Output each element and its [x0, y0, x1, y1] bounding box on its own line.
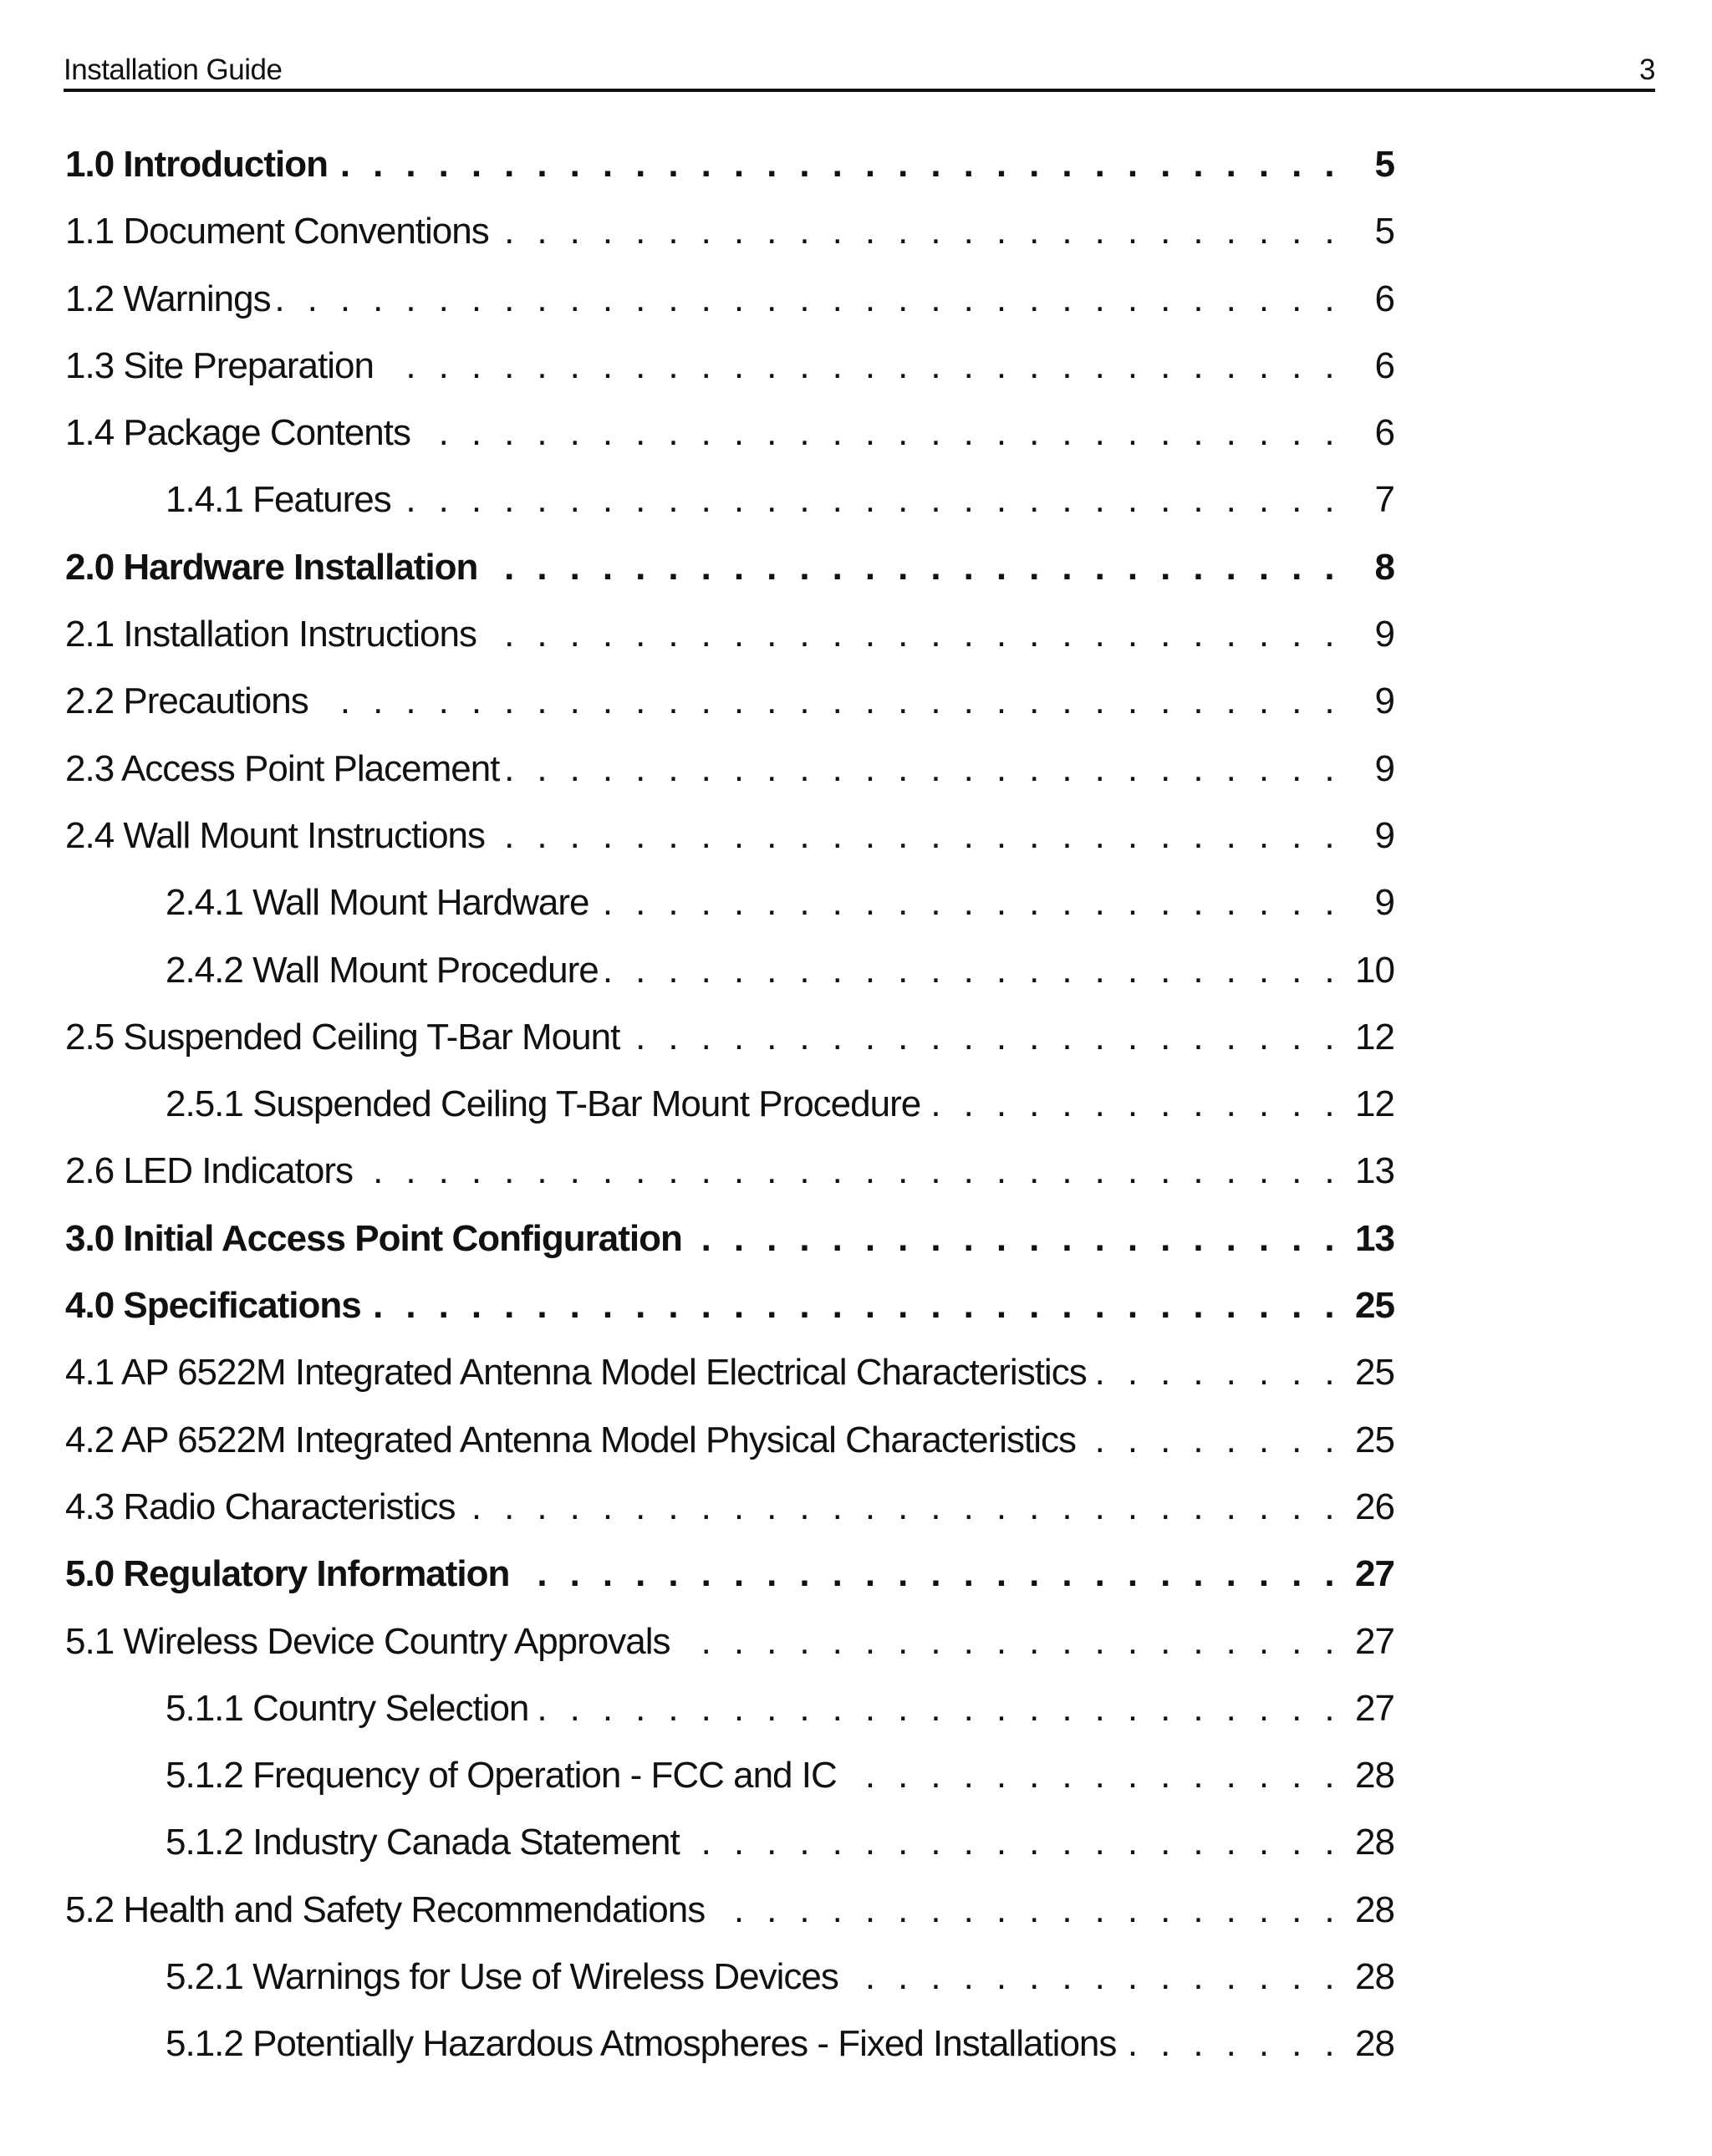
- toc-entry-page: 28: [1355, 1956, 1394, 1998]
- toc-entry-page: 28: [1355, 1888, 1394, 1930]
- toc-entry-page: 9: [1374, 747, 1394, 789]
- toc-entry[interactable]: [65, 144, 1394, 211]
- toc-dot-leader: [417, 412, 1341, 454]
- toc-entry[interactable]: [65, 1956, 1394, 2023]
- toc-entry[interactable]: [65, 1285, 1394, 1352]
- toc-entry[interactable]: [65, 614, 1394, 680]
- toc-entry-title: 4.3 Radio Characteristics: [65, 1486, 456, 1527]
- page-header: [64, 54, 1655, 92]
- toc-entry[interactable]: [65, 950, 1394, 1017]
- toc-entry-page: 25: [1355, 1285, 1394, 1327]
- toc-entry-title: 2.0 Hardware Installation: [65, 546, 478, 588]
- toc-entry-page: 26: [1355, 1486, 1394, 1527]
- toc-dot-leader: [278, 278, 1341, 320]
- toc-entry-title: 5.1.2 Potentially Hazardous Atmospheres - Fixed Installations: [166, 2023, 1117, 2065]
- toc-entry[interactable]: [65, 1889, 1394, 1956]
- toc-dot-leader: [845, 1956, 1341, 1998]
- toc-entry-page: 27: [1355, 1620, 1394, 1662]
- toc-dot-leader: [1093, 1352, 1341, 1394]
- toc-entry-title: 4.1 AP 6522M Integrated Antenna Model Electrical Characteristics: [65, 1352, 1087, 1394]
- toc-entry-title: 2.4.2 Wall Mount Procedure: [166, 949, 599, 991]
- toc-entry-page: 25: [1355, 1352, 1394, 1394]
- toc-entry-page: 27: [1355, 1687, 1394, 1729]
- toc-entry[interactable]: [65, 815, 1394, 882]
- toc-entry[interactable]: [65, 547, 1394, 614]
- toc-entry-page: 5: [1374, 211, 1394, 252]
- toc-entry[interactable]: [65, 1755, 1394, 1822]
- table-of-contents: [65, 144, 1394, 2091]
- toc-entry-page: 13: [1355, 1217, 1394, 1259]
- toc-entry-title: 5.2 Health and Safety Recommendations: [65, 1888, 706, 1930]
- toc-entry[interactable]: [65, 345, 1394, 412]
- toc-entry[interactable]: [65, 479, 1394, 546]
- toc-entry-page: 7: [1374, 479, 1394, 521]
- toc-dot-leader: [927, 1083, 1341, 1125]
- toc-dot-leader: [484, 547, 1341, 589]
- toc-entry-page: 12: [1355, 1083, 1394, 1125]
- toc-entry[interactable]: [65, 1150, 1394, 1217]
- toc-entry-page: 25: [1355, 1419, 1394, 1460]
- toc-dot-leader: [1083, 1419, 1341, 1461]
- toc-entry[interactable]: [65, 1419, 1394, 1486]
- toc-entry[interactable]: [65, 412, 1394, 479]
- toc-entry-page: 28: [1355, 2023, 1394, 2065]
- toc-entry-title: 2.5.1 Suspended Ceiling T-Bar Mount Procedure: [166, 1083, 921, 1125]
- toc-entry[interactable]: [65, 1822, 1394, 1888]
- toc-entry-page: 10: [1355, 949, 1394, 991]
- toc-entry-title: 5.1.1 Country Selection: [166, 1687, 529, 1729]
- toc-entry-title: 1.4.1 Features: [166, 479, 391, 521]
- toc-dot-leader: [689, 1218, 1341, 1260]
- toc-entry-title: 2.4.1 Wall Mount Hardware: [166, 882, 589, 924]
- toc-entry-title: 2.3 Access Point Placement: [65, 747, 500, 789]
- toc-dot-leader: [462, 1486, 1341, 1528]
- toc-entry[interactable]: [65, 1017, 1394, 1083]
- toc-dot-leader: [334, 144, 1341, 186]
- toc-dot-leader: [535, 1688, 1341, 1730]
- toc-entry-title: 1.3 Site Preparation: [65, 344, 374, 386]
- toc-entry[interactable]: [65, 1352, 1394, 1419]
- toc-entry-title: 4.0 Specifications: [65, 1285, 361, 1327]
- toc-entry-title: 1.0 Introduction: [65, 144, 328, 185]
- toc-dot-leader: [506, 748, 1341, 790]
- toc-entry-title: 1.1 Document Conventions: [65, 211, 489, 252]
- toc-entry-page: 6: [1374, 344, 1394, 386]
- toc-entry-title: 5.0 Regulatory Information: [65, 1553, 510, 1595]
- toc-dot-leader: [686, 1822, 1341, 1863]
- header-page-number: 3: [1639, 54, 1655, 86]
- header-title: Installation Guide: [64, 54, 283, 86]
- toc-entry-title: 5.1 Wireless Device Country Approvals: [65, 1620, 670, 1662]
- toc-dot-leader: [398, 479, 1341, 521]
- toc-dot-leader: [516, 1553, 1341, 1595]
- toc-dot-leader: [359, 1150, 1341, 1192]
- toc-dot-leader: [496, 211, 1341, 252]
- toc-entry-page: 5: [1374, 144, 1394, 185]
- toc-dot-leader: [483, 614, 1341, 655]
- toc-entry[interactable]: [65, 278, 1394, 345]
- toc-entry[interactable]: [65, 1083, 1394, 1150]
- toc-entry-page: 28: [1355, 1822, 1394, 1863]
- toc-entry-title: 2.1 Installation Instructions: [65, 614, 476, 655]
- toc-entry-page: 9: [1374, 882, 1394, 924]
- toc-dot-leader: [843, 1755, 1341, 1797]
- toc-dot-leader: [595, 882, 1341, 924]
- toc-entry-page: 6: [1374, 278, 1394, 319]
- toc-entry-page: 9: [1374, 814, 1394, 856]
- toc-entry-title: 5.1.2 Frequency of Operation - FCC and IC: [166, 1755, 837, 1797]
- toc-entry-title: 2.4 Wall Mount Instructions: [65, 814, 486, 856]
- toc-entry-page: 9: [1374, 614, 1394, 655]
- toc-entry[interactable]: [65, 1218, 1394, 1285]
- toc-dot-leader: [605, 950, 1341, 991]
- toc-entry-title: 5.1.2 Industry Canada Statement: [166, 1822, 680, 1863]
- toc-entry[interactable]: [65, 882, 1394, 949]
- toc-dot-leader: [492, 815, 1341, 857]
- toc-entry-page: 27: [1355, 1553, 1394, 1595]
- toc-dot-leader: [1123, 2023, 1341, 2065]
- toc-entry[interactable]: [65, 1553, 1394, 1620]
- toc-dot-leader: [626, 1017, 1341, 1058]
- toc-entry[interactable]: [65, 211, 1394, 278]
- toc-dot-leader: [315, 680, 1341, 722]
- toc-dot-leader: [677, 1621, 1341, 1663]
- toc-entry-title: 2.5 Suspended Ceiling T-Bar Mount: [65, 1016, 620, 1058]
- toc-entry[interactable]: [65, 748, 1394, 815]
- toc-entry-page: 13: [1355, 1150, 1394, 1192]
- toc-entry[interactable]: [65, 1688, 1394, 1755]
- toc-entry-page: 12: [1355, 1016, 1394, 1058]
- toc-dot-leader: [380, 345, 1341, 387]
- toc-entry-page: 9: [1374, 680, 1394, 722]
- toc-entry-title: 3.0 Initial Access Point Configuration: [65, 1217, 682, 1259]
- toc-dot-leader: [711, 1889, 1341, 1931]
- toc-entry-title: 2.2 Precautions: [65, 680, 308, 722]
- toc-entry[interactable]: [65, 1621, 1394, 1688]
- toc-entry-title: 1.4 Package Contents: [65, 412, 410, 454]
- toc-entry-title: 2.6 LED Indicators: [65, 1150, 353, 1192]
- toc-entry[interactable]: [65, 1486, 1394, 1553]
- toc-entry-title: 4.2 AP 6522M Integrated Antenna Model Physical Characteristics: [65, 1419, 1077, 1460]
- toc-entry-page: 28: [1355, 1755, 1394, 1797]
- toc-entry-page: 8: [1374, 546, 1394, 588]
- toc-entry[interactable]: [65, 680, 1394, 747]
- toc-entry-page: 6: [1374, 412, 1394, 454]
- toc-dot-leader: [368, 1285, 1341, 1327]
- toc-entry-title: 5.2.1 Warnings for Use of Wireless Devices: [166, 1956, 838, 1998]
- toc-entry-title: 1.2 Warnings: [65, 278, 271, 319]
- toc-entry[interactable]: [65, 2023, 1394, 2090]
